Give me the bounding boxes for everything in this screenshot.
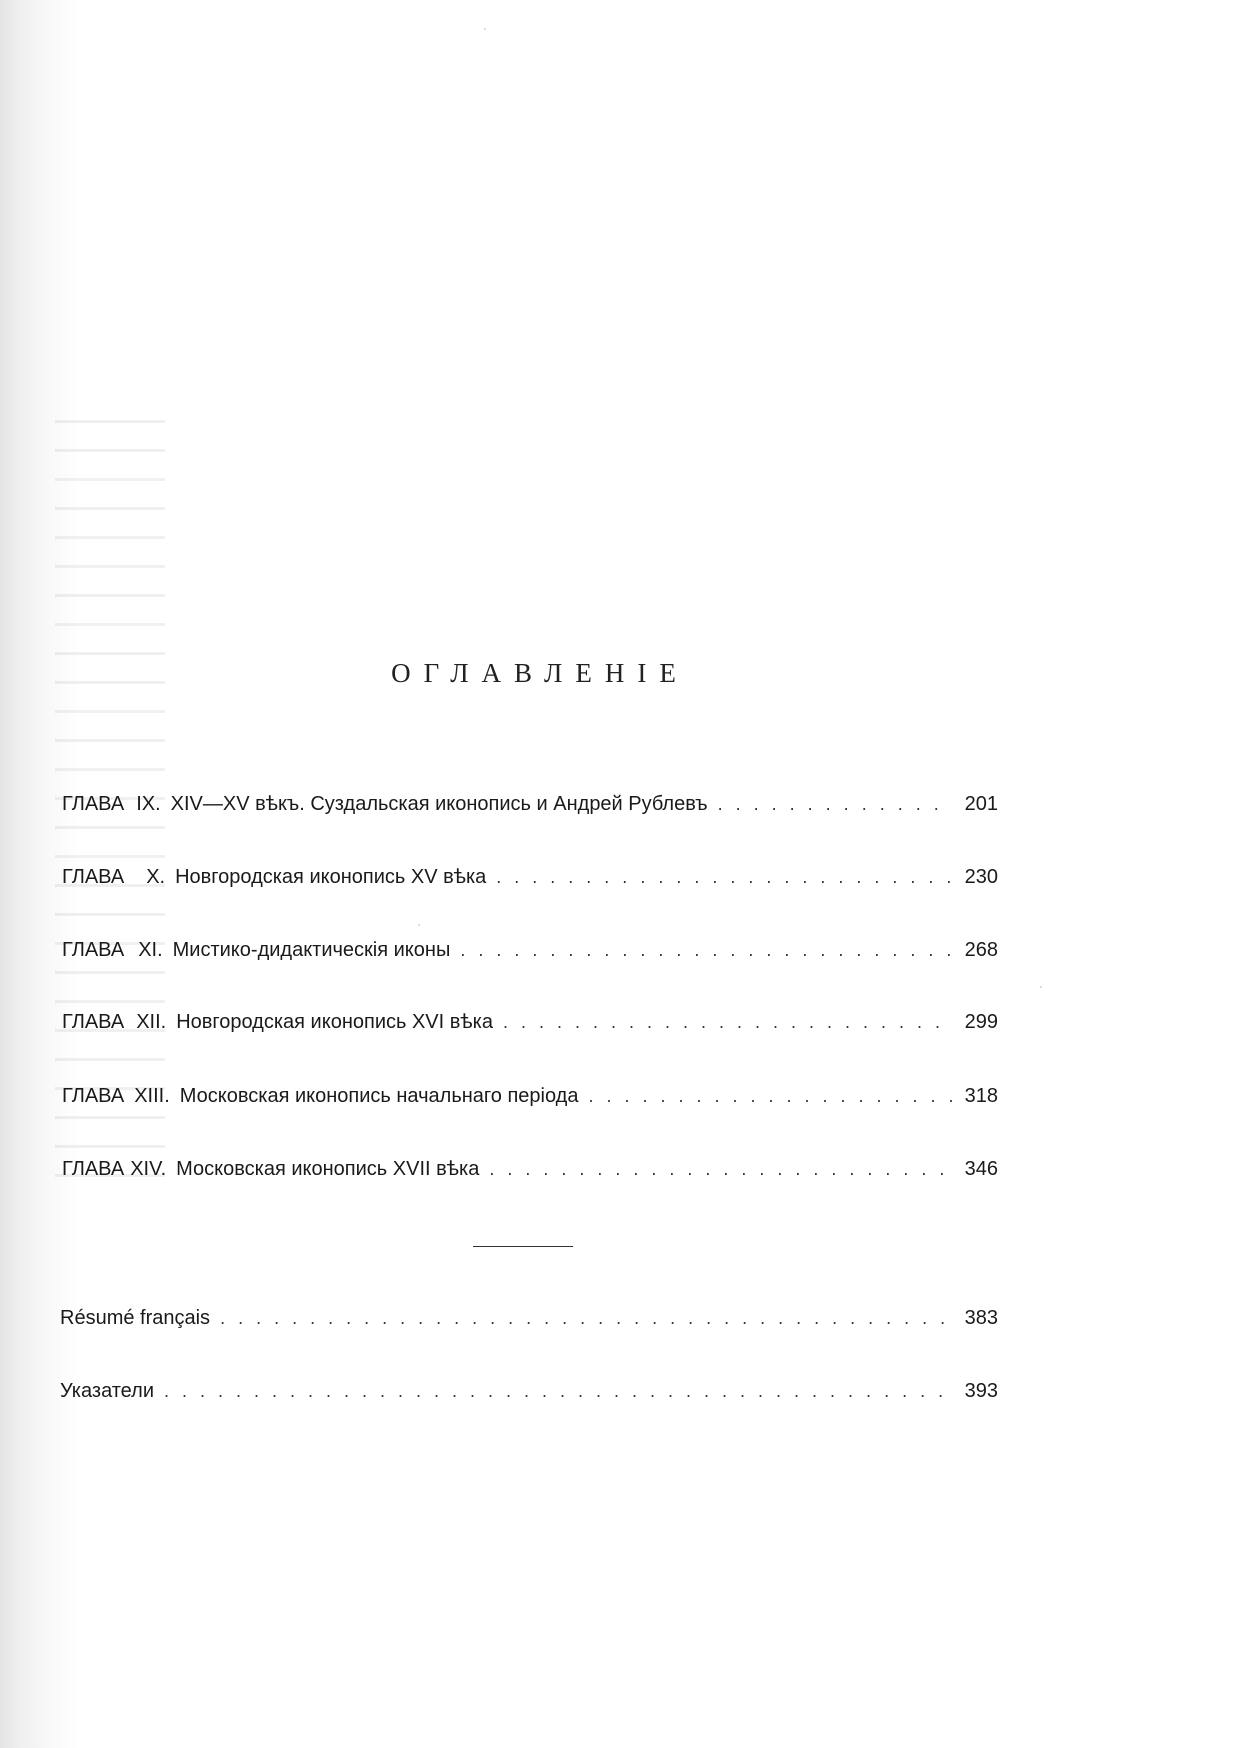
toc-entry-chapter-14[interactable] [62, 1153, 998, 1185]
chapter-title: Московская иконопись начальнаго періода [179, 1085, 579, 1107]
dot-leader [503, 1006, 952, 1038]
chapter-prefix: ГЛАВА [62, 1158, 125, 1180]
appendix-title: Résumé français [60, 1307, 211, 1329]
toc-entry-chapter-13[interactable] [62, 1080, 998, 1112]
toc-entry-chapter-10[interactable] [62, 861, 998, 893]
page-number: 268 [964, 939, 998, 961]
chapter-title: XIV—XV вѣкъ. Суздальская иконопись и Андрей Рублевъ [170, 793, 708, 815]
chapter-prefix: ГЛАВА [62, 939, 125, 961]
chapter-title: Московская иконопись XVII вѣка [176, 1158, 480, 1180]
toc-entry-resume[interactable] [60, 1302, 998, 1334]
chapter-prefix: ГЛАВА [62, 793, 125, 815]
scan-speck [1040, 986, 1042, 988]
chapter-number: XI. [138, 939, 163, 961]
dot-leader [496, 861, 952, 893]
chapter-title: Новгородская иконопись XVI вѣка [176, 1011, 493, 1033]
dot-leader [164, 1375, 952, 1407]
toc-entry-chapter-9[interactable] [62, 788, 998, 820]
dot-leader [718, 788, 952, 820]
page-number: 230 [964, 866, 998, 888]
page-number: 383 [964, 1307, 998, 1329]
chapter-prefix: ГЛАВА [62, 1085, 125, 1107]
chapter-title: Новгородская иконопись XV вѣка [175, 866, 487, 888]
page-number: 299 [964, 1011, 998, 1033]
chapter-number: XII. [136, 1011, 167, 1033]
dot-leader [460, 934, 952, 966]
page-number: 201 [964, 793, 998, 815]
chapter-number: XIII. [134, 1085, 170, 1107]
dot-leader [588, 1080, 952, 1112]
page-number: 393 [964, 1380, 998, 1402]
chapter-title: Мистико-дидактическія иконы [172, 939, 451, 961]
appendix-title: Указатели [60, 1380, 154, 1402]
chapter-prefix: ГЛАВА [62, 1011, 125, 1033]
page-number: 346 [964, 1158, 998, 1180]
scan-speck [418, 924, 420, 926]
section-divider [473, 1246, 573, 1247]
chapter-prefix: ГЛАВА [62, 866, 125, 888]
dot-leader [220, 1302, 952, 1334]
chapter-number: IX. [136, 793, 161, 815]
page-number: 318 [964, 1085, 998, 1107]
toc-entry-chapter-11[interactable] [62, 934, 998, 966]
toc-entry-indexes[interactable] [60, 1375, 998, 1407]
chapter-number: XIV. [130, 1158, 167, 1180]
page-title: ОГЛАВЛЕНІЕ [391, 658, 689, 688]
toc-entry-chapter-12[interactable] [62, 1006, 998, 1038]
chapter-number: X. [146, 866, 166, 888]
scan-speck [484, 28, 486, 30]
dot-leader [489, 1153, 952, 1185]
